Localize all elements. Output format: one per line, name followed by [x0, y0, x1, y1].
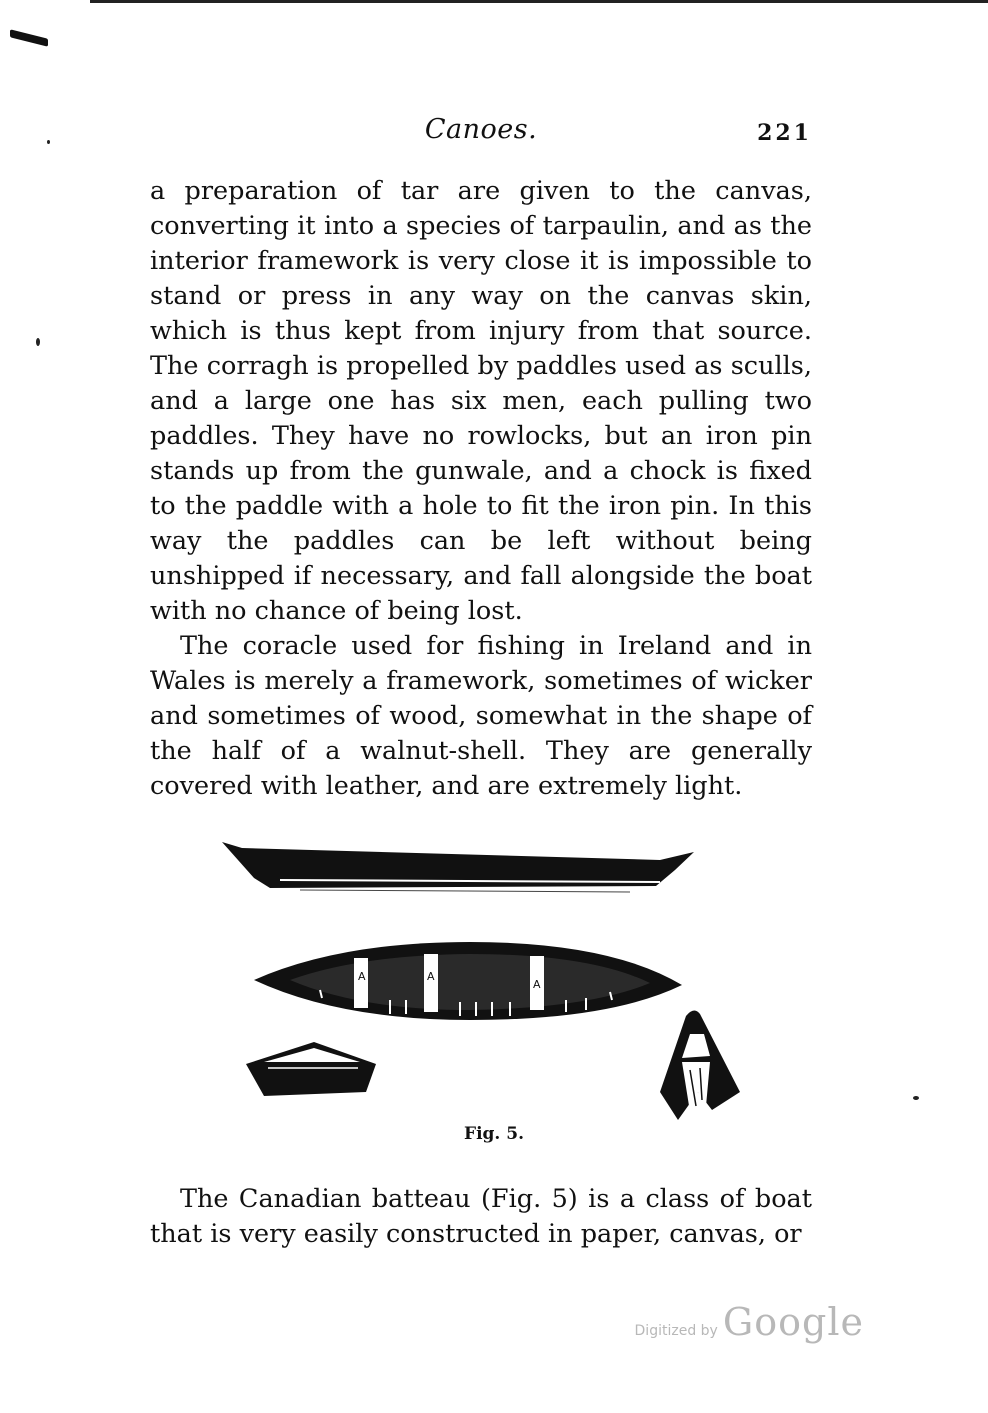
top-rule [90, 0, 988, 3]
figure-boat-illustration [220, 830, 760, 1120]
batteau-end-view [660, 1010, 740, 1120]
figure-label-a: A [358, 970, 366, 983]
figure-label-a: A [427, 970, 435, 983]
running-head [150, 114, 812, 154]
body-text-continued [150, 1182, 812, 1252]
paragraph: The Canadian batteau (Fig. 5) is a class of boat that is very easily constructed in paper, canvas, or [150, 1184, 812, 1249]
page-title: Canoes. [424, 114, 538, 145]
batteau-top-view [254, 942, 682, 1020]
scan-edge-mark [10, 29, 48, 46]
figure-caption: Fig. 5. [464, 1124, 524, 1144]
scan-speck [36, 338, 40, 346]
paragraph: a preparation of tar are given to the canvas, converting it into a species of tarpaulin, and as the interior framework is very close it is impossible to stand or press in any way on the canvas skin, which is thus kept from injury from that source. The corragh is propelled by paddles used as sculls, and a large one has six men, each pulling two paddles. They have no rowlocks, but an iron pin stands up from the gunwale, and a chock is fixed to the paddle with a hole to fit the iron pin. In this way the paddles can be left without being unshipped if necessary, and fall alongside the boat with no chance of being lost. [150, 176, 812, 626]
paragraph: The coracle used for fishing in Ireland and in Wales is merely a framework, sometimes of wicker and sometimes of wood, somewhat in the shape of the half of a walnut-shell. They are generally covered with leather, and are extremely light. [150, 631, 812, 801]
batteau-side-view [222, 842, 694, 892]
batteau-cross-section [246, 1042, 376, 1096]
google-watermark [635, 1300, 864, 1344]
boat-illustration-svg [220, 830, 760, 1120]
body-text [150, 174, 812, 804]
scan-speck [913, 1096, 919, 1100]
page-number: 221 [757, 120, 812, 146]
watermark-prefix: Digitized by [634, 1323, 718, 1339]
watermark-brand: Google [722, 1300, 864, 1344]
figure-label-a: A [533, 978, 541, 991]
scan-speck [47, 140, 50, 144]
